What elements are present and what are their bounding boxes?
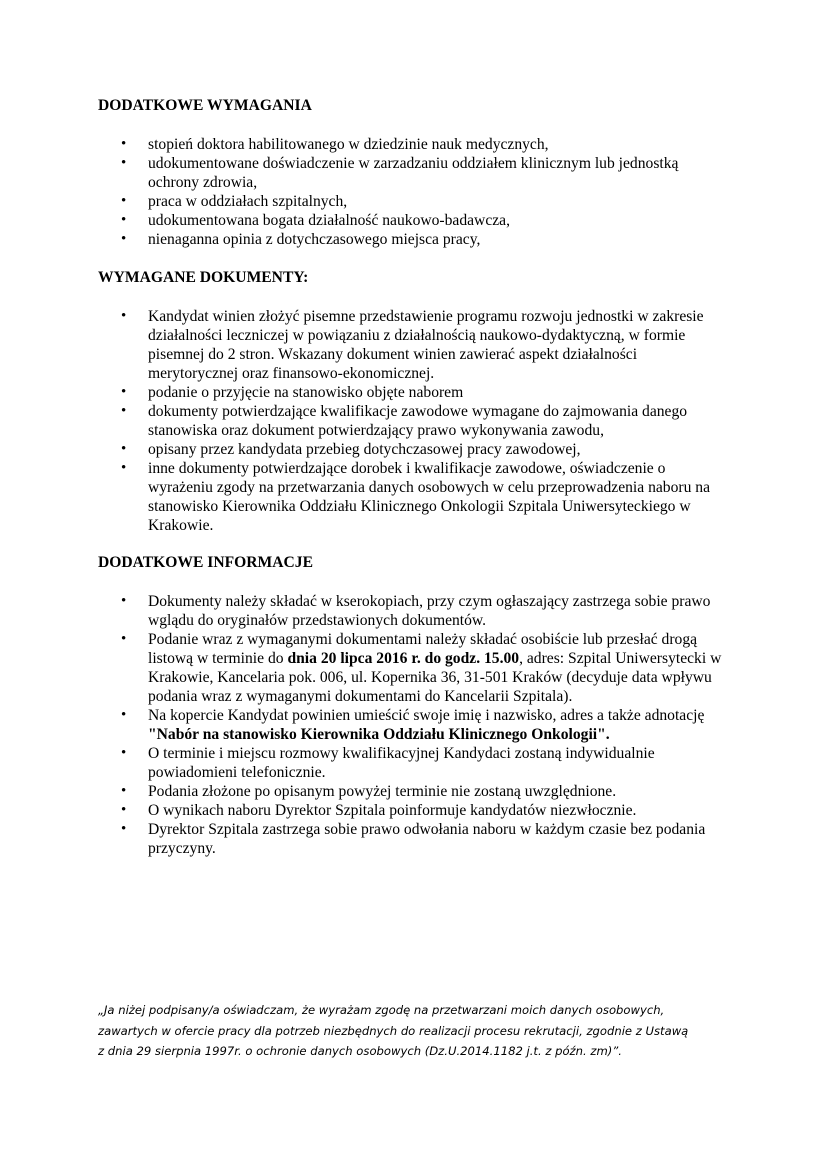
list-item xyxy=(98,630,728,706)
list-item-text: O wynikach naboru Dyrektor Szpitala poinformuje kandydatów niezwłocznie. xyxy=(148,802,637,819)
list-item-text: Kandydat winien złożyć pisemne przedstawienie programu rozwoju jednostki w zakresie działalności leczniczej w powiązaniu z działalnością naukowo-dydaktyczną, w formie pisemnej do 2 stron. Wskazany dokument winien zawierać aspekt działalności merytorycznej oraz finansowo-ekonomicznej. xyxy=(148,308,704,382)
list-item-text: Dyrektor Szpitala zastrzega sobie prawo odwołania naboru w każdym czasie bez podania przyczyny. xyxy=(148,821,706,857)
list-item-text: udokumentowana bogata działalność naukowo-badawcza, xyxy=(148,212,510,229)
list-item xyxy=(98,744,728,782)
bullet-icon: • xyxy=(121,707,127,723)
bullet-icon: • xyxy=(121,631,127,647)
bullet-icon: • xyxy=(121,745,127,761)
list-item xyxy=(98,459,728,535)
consent-clause xyxy=(98,1000,738,1062)
bullet-icon: • xyxy=(121,802,127,818)
list-item xyxy=(98,307,728,383)
section-title-wymagane-dokumenty: WYMAGANE DOKUMENTY: xyxy=(98,269,309,286)
list-item xyxy=(98,782,728,801)
deadline-date: dnia 20 lipca 2016 r. do godz. 15.00 xyxy=(287,650,520,667)
section-title-dodatkowe-informacje: DODATKOWE INFORMACJE xyxy=(98,554,313,571)
list-item-text: praca w oddziałach szpitalnych, xyxy=(148,193,348,210)
list-item xyxy=(98,440,728,459)
list-item xyxy=(98,192,728,211)
list-item xyxy=(98,592,728,630)
envelope-text-pre: Na kopercie Kandydat powinien umieścić swoje imię i nazwisko, adres a także adnotację xyxy=(148,707,705,724)
section-title-dodatkowe-wymagania: DODATKOWE WYMAGANIA xyxy=(98,97,312,114)
bullet-icon: • xyxy=(121,212,127,228)
list-item-text: inne dokumenty potwierdzające dorobek i kwalifikacje zawodowe, oświadczenie o wyrażeniu zgody na przetwarzania danych osobowych w celu przeprowadzenia naboru na stanowisko Kierownika Oddziału Klinicznego Onkologii Szpitala Uniwersyteckiego w Krakowie. xyxy=(148,460,710,534)
requirements-list xyxy=(98,135,728,249)
list-item xyxy=(98,383,728,402)
list-item-text: dokumenty potwierdzające kwalifikacje zawodowe wymagane do zajmowania danego stanowiska oraz dokument potwierdzający prawo wykonywania zawodu, xyxy=(148,403,688,439)
information-list xyxy=(98,592,728,858)
bullet-icon: • xyxy=(121,384,127,400)
bullet-icon: • xyxy=(121,308,127,324)
bullet-icon: • xyxy=(121,231,127,247)
bullet-icon: • xyxy=(121,460,127,476)
bullet-icon: • xyxy=(121,403,127,419)
list-item xyxy=(98,820,728,858)
list-item-text xyxy=(148,631,721,705)
list-item-text: stopień doktora habilitowanego w dziedzinie nauk medycznych, xyxy=(148,136,549,153)
list-item xyxy=(98,706,728,744)
consent-line-2: zawartych w ofercie pracy dla potrzeb niezbędnych do realizacji procesu rekrutacji, zgodnie z Ustawą xyxy=(98,1023,689,1038)
bullet-icon: • xyxy=(121,441,127,457)
bullet-icon: • xyxy=(121,821,127,837)
list-item xyxy=(98,135,728,154)
deadline-text-pre: Podanie wraz z wymaganymi dokumentami należy składać osobiście lub przesłać drogą listową w terminie do xyxy=(148,631,698,667)
list-item-text xyxy=(148,707,704,743)
list-item xyxy=(98,801,728,820)
bullet-icon: • xyxy=(121,155,127,171)
deadline-text-post: , adres: Szpital Uniwersytecki w Krakowie, Kancelaria pok. 006, ul. Kopernika 36, 31-501 Kraków (decyduje data wpływu podania wraz z wymaganymi dokumentami do Kancelarii Szpitala). xyxy=(148,650,722,705)
list-item-text: O terminie i miejscu rozmowy kwalifikacyjnej Kandydaci zostaną indywidualnie powiadomieni telefonicznie. xyxy=(148,745,655,781)
consent-line-3: z dnia 29 sierpnia 1997r. o ochronie danych osobowych (Dz.U.2014.1182 j.t. z późn. zm)”. xyxy=(98,1044,622,1058)
list-item-text: Dokumenty należy składać w kserokopiach, przy czym ogłaszający zastrzega sobie prawo wglądu do oryginałów przedstawionych dokumentów. xyxy=(148,593,711,629)
list-item-text: Podania złożone po opisanym powyżej terminie nie zostaną uwzględnione. xyxy=(148,783,617,800)
list-item-text: nienaganna opinia z dotychczasowego miejsca pracy, xyxy=(148,231,481,248)
list-item-text: podanie o przyjęcie na stanowisko objęte naborem xyxy=(148,384,464,401)
list-item xyxy=(98,211,728,230)
documents-list xyxy=(98,307,728,535)
envelope-annotation: "Nabór na stanowisko Kierownika Oddziału Klinicznego Onkologii". xyxy=(148,726,610,743)
bullet-icon: • xyxy=(121,783,127,799)
bullet-icon: • xyxy=(121,193,127,209)
consent-line-1: „Ja niżej podpisany/a oświadczam, że wyrażam zgodę na przetwarzani moich danych osobowych, xyxy=(98,1003,665,1017)
bullet-icon: • xyxy=(121,593,127,609)
list-item-text: opisany przez kandydata przebieg dotychczasowej pracy zawodowej, xyxy=(148,441,581,458)
list-item xyxy=(98,230,728,249)
list-item xyxy=(98,402,728,440)
bullet-icon: • xyxy=(121,136,127,152)
list-item xyxy=(98,154,728,192)
list-item-text: udokumentowane doświadczenie w zarzadzaniu oddziałem klinicznym lub jednostką ochrony zdrowia, xyxy=(148,155,679,191)
